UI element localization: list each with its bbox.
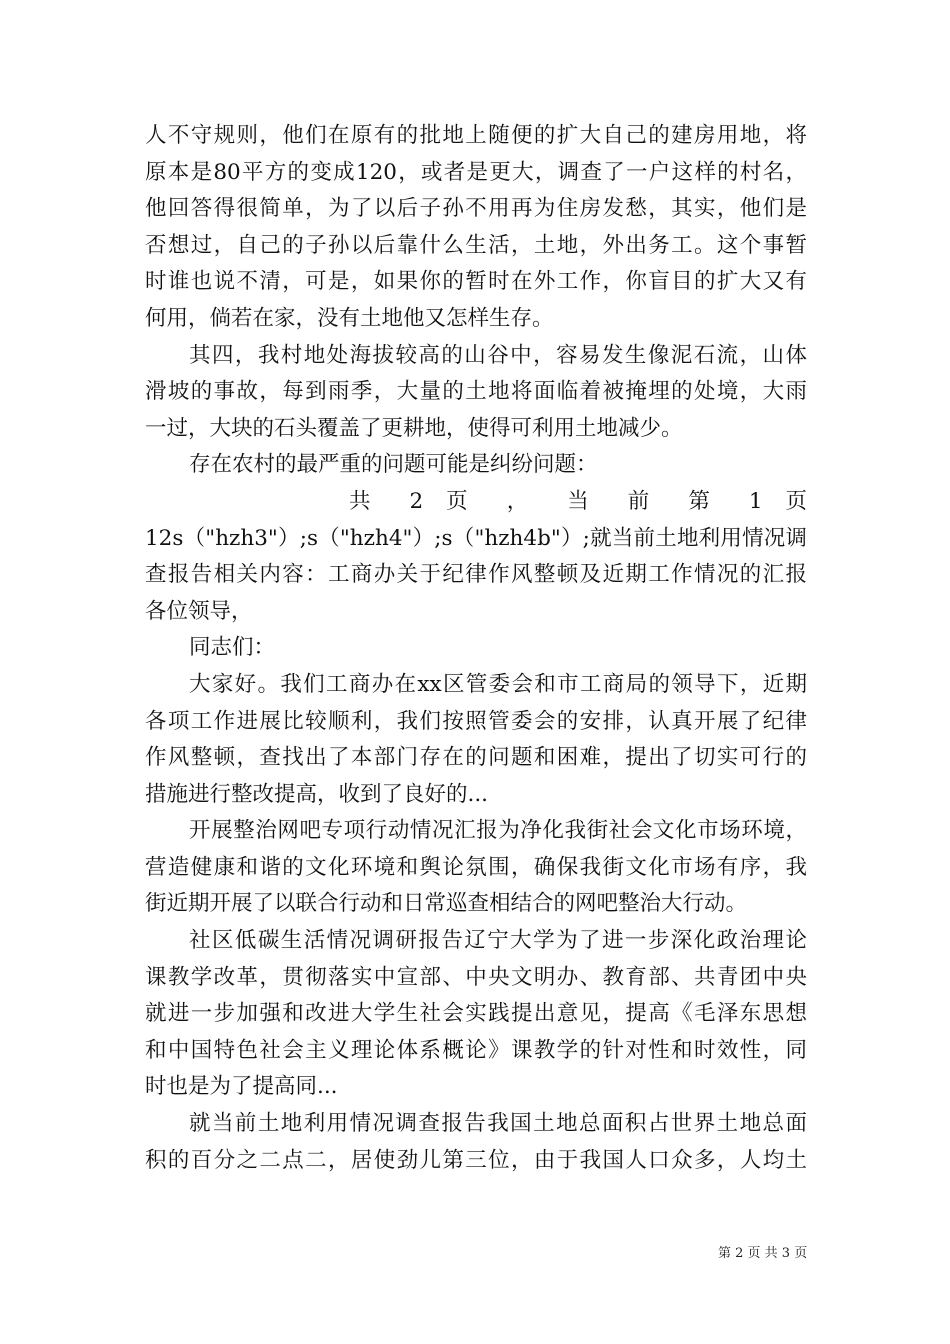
text-line: 时谁也说不清，可是，如果你的暂时在外工作，你盲目的扩大又有 (145, 269, 807, 295)
text-line: 营造健康和谐的文化环境和舆论氛围，确保我街文化市场有序，我 (145, 854, 807, 880)
text-line: 开展整治网吧专项行动情况汇报为净化我街社会文化市场环境， (189, 818, 807, 844)
text-line: 措施进行整改提高，收到了良好的... (145, 781, 489, 807)
text-line: 社区低碳生活情况调研报告辽宁大学为了进一步深化政治理论 (189, 928, 807, 954)
text-line: 课教学改革，贯彻落实中宣部、中央文明办、教育部、共青团中央 (145, 964, 807, 990)
text-line: 否想过，自己的子孙以后靠什么生活，土地，外出务工。这个事暂 (145, 232, 807, 258)
text-line: 他回答得很简单，为了以后子孙不用再为住房发愁，其实，他们是 (145, 196, 807, 222)
text-line: 滑坡的事故，每到雨季，大量的土地将面临着被掩埋的处境，大雨 (145, 379, 807, 405)
page-indicator-line: 共 2 页 ， 当 前 第 1 页 (349, 488, 807, 514)
text-line: 一过，大块的石头覆盖了更耕地，使得可利用土地减少。 (145, 415, 683, 441)
text-line: 存在农村的最严重的问题可能是纠纷问题： (189, 452, 598, 478)
text-line: 12s（"hzh3"）;s（"hzh4"）;s（"hzh4b"）;就当前土地利用情况调 (145, 525, 807, 551)
text-line: 大家好。我们工商办在xx区管委会和市工商局的领导下，近期 (189, 671, 807, 697)
text-line: 积的百分之二点二，居使劲儿第三位，由于我国人口众多，人均土 (145, 1147, 807, 1173)
text-line: 街近期开展了以联合行动和日常巡查相结合的网吧整治大行动。 (145, 891, 748, 917)
page-footer: 第 2 页 共 3 页 (718, 1246, 808, 1261)
document-body (145, 118, 807, 1179)
text-line: 各位领导， (145, 598, 253, 624)
text-line: 同志们： (189, 635, 276, 661)
text-line: 就进一步加强和改进大学生社会实践提出意见，提高《毛泽东思想 (145, 1001, 807, 1027)
text-line: 作风整顿，查找出了本部门存在的问题和困难，提出了切实可行的 (145, 745, 807, 771)
text-line: 各项工作进展比较顺利，我们按照管委会的安排，认真开展了纪律 (145, 708, 807, 734)
text-line: 何用，倘若在家，没有土地他又怎样生存。 (145, 305, 554, 331)
text-line: 人不守规则，他们在原有的批地上随便的扩大自己的建房用地，将 (145, 123, 807, 148)
text-line: 查报告相关内容：工商办关于纪律作风整顿及近期工作情况的汇报 (145, 562, 807, 588)
text-line: 原本是80平方的变成120，或者是更大，调查了一户这样的村名， (145, 159, 807, 185)
text-line: 其四，我村地处海拔较高的山谷中，容易发生像泥石流，山体 (189, 342, 807, 368)
text-line: 就当前土地利用情况调查报告我国土地总面积占世界土地总面 (189, 1111, 807, 1137)
text-line: 和中国特色社会主义理论体系概论》课教学的针对性和时效性，同 (145, 1037, 807, 1063)
text-line: 时也是为了提高同... (145, 1074, 338, 1100)
